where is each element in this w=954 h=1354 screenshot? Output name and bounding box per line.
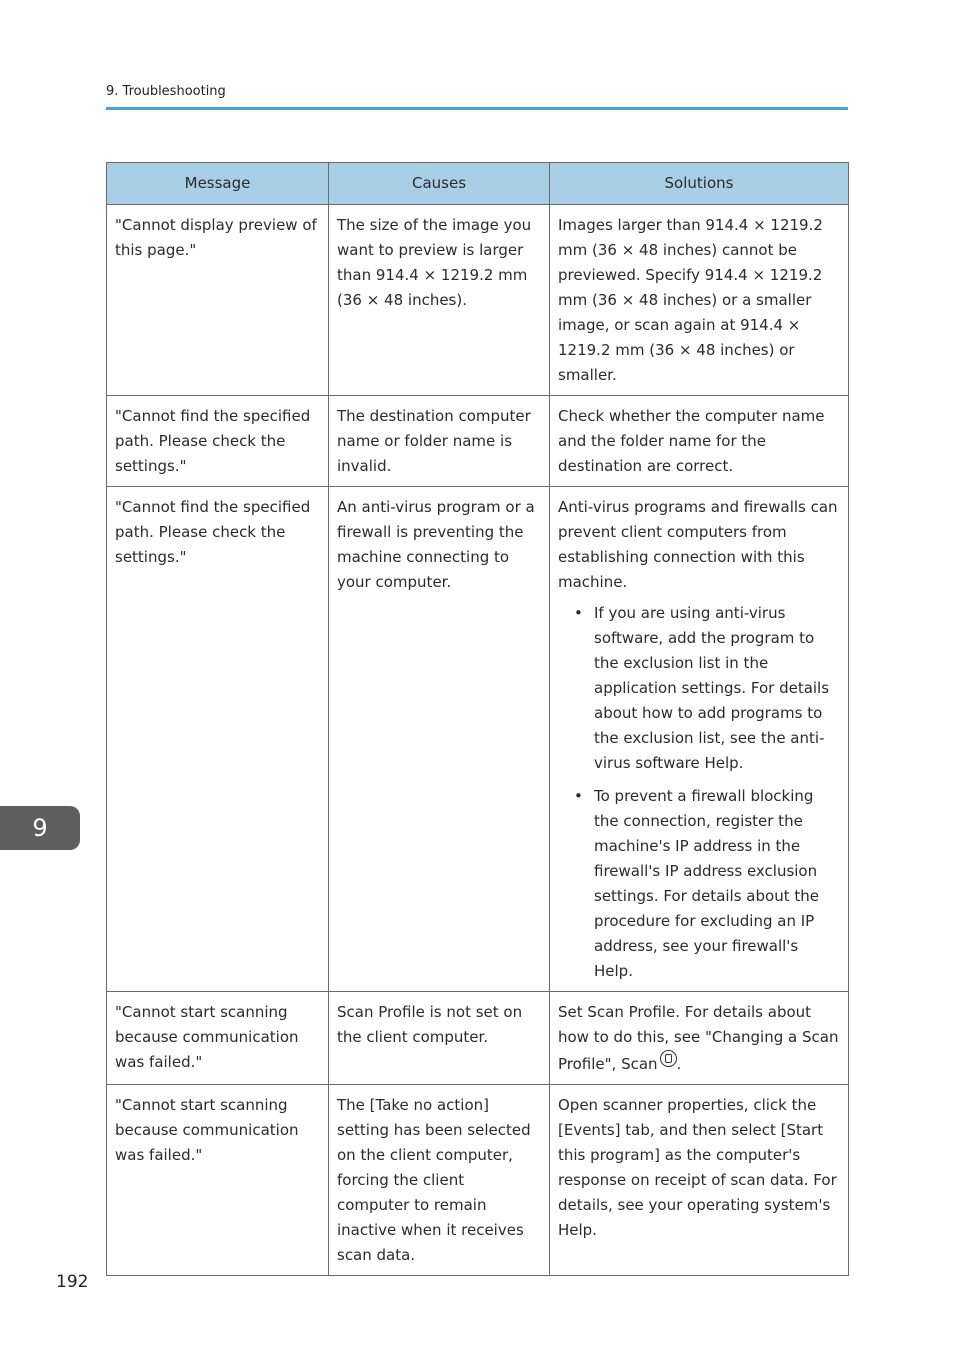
page-number: 192	[56, 1272, 89, 1292]
cause-cell: The destination computer name or folder name is invalid.	[329, 396, 550, 487]
message-cell: "Cannot find the specified path. Please check the settings."	[107, 487, 329, 992]
solution-cell	[550, 487, 849, 992]
column-header-message: Message	[107, 163, 329, 205]
list-item: • To prevent a firewall blocking the connection, register the machine's IP address in the firewall's IP address exclusion settings. For details about the procedure for excluding an IP address, see your firewall's Help.	[594, 784, 840, 984]
cause-cell: The [Take no action] setting has been selected on the client computer, forcing the client computer to remain inactive when it receives scan data.	[329, 1085, 550, 1276]
table-row	[107, 396, 849, 487]
troubleshooting-table	[106, 162, 849, 1276]
cause-cell: Scan Profile is not set on the client computer.	[329, 992, 550, 1085]
solution-cell: Check whether the computer name and the folder name for the destination are correct.	[550, 396, 849, 487]
solution-bullet-list	[558, 601, 840, 984]
message-cell: "Cannot start scanning because communication was failed."	[107, 992, 329, 1085]
solution-period: .	[676, 1055, 682, 1073]
column-header-causes: Causes	[329, 163, 550, 205]
solution-cell	[550, 992, 849, 1085]
scan-reference-icon	[660, 1050, 677, 1067]
cause-cell: An anti-virus program or a firewall is preventing the machine connecting to your computer.	[329, 487, 550, 992]
message-cell: "Cannot start scanning because communication was failed."	[107, 1085, 329, 1276]
message-cell: "Cannot find the specified path. Please check the settings."	[107, 396, 329, 487]
table-row	[107, 487, 849, 992]
table-header-row	[107, 163, 849, 205]
list-item: • If you are using anti-virus software, add the program to the exclusion list in the application settings. For details about how to add programs to the exclusion list, see the anti-virus software Help.	[594, 601, 840, 776]
solution-cell: Open scanner properties, click the [Events] tab, and then select [Start this program] as the computer's response on receipt of scan data. For details, see your operating system's Help.	[550, 1085, 849, 1276]
header-rule	[106, 107, 848, 110]
solution-text: Anti-virus programs and firewalls can prevent client computers from establishing connection with this machine.	[558, 498, 838, 591]
table-row	[107, 205, 849, 396]
solution-cell: Images larger than 914.4 × 1219.2 mm (36 × 48 inches) cannot be previewed. Specify 914.4 × 1219.2 mm (36 × 48 inches) or a smaller image, or scan again at 914.4 × 1219.2 mm (36 × 48 inches) or smaller.	[550, 205, 849, 396]
message-cell: "Cannot display preview of this page."	[107, 205, 329, 396]
running-header: 9. Troubleshooting	[106, 84, 226, 99]
solution-text: Set Scan Profile. For details about how to do this, see "Changing a Scan Profile", Scan	[558, 1003, 839, 1073]
chapter-tab: 9	[0, 806, 80, 850]
column-header-solutions: Solutions	[550, 163, 849, 205]
table-row	[107, 992, 849, 1085]
cause-cell: The size of the image you want to preview is larger than 914.4 × 1219.2 mm (36 × 48 inches).	[329, 205, 550, 396]
table-row	[107, 1085, 849, 1276]
